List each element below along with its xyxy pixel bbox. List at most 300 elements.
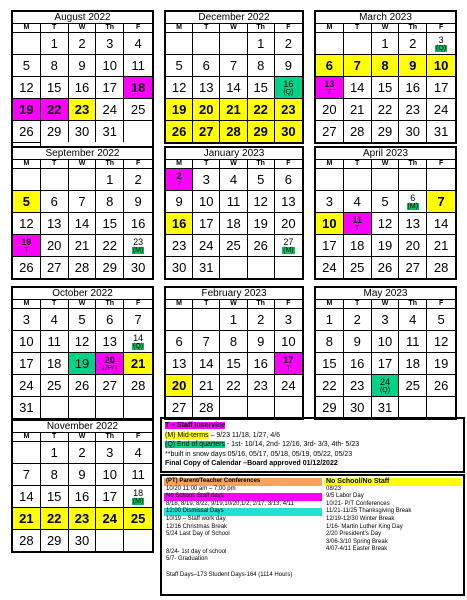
day-cell <box>344 190 372 212</box>
day-cell <box>275 256 302 278</box>
weekday-header <box>13 159 152 168</box>
day-cell <box>193 256 220 278</box>
day-cell <box>166 190 193 212</box>
day-cell <box>248 98 275 120</box>
weekday-label: M <box>13 300 41 308</box>
day-number: 6 <box>202 58 210 73</box>
dismissal-label: 12:00 Dismissal Days <box>164 508 322 516</box>
day-cell <box>13 190 41 212</box>
day-number: 24 <box>281 378 296 393</box>
day-cell <box>96 54 124 76</box>
month-nov <box>11 419 154 553</box>
weekday-label: T <box>193 24 220 32</box>
day-grid <box>166 308 302 418</box>
day-number: 20 <box>46 238 62 253</box>
day-number: 25 <box>405 378 421 393</box>
weekday-label: Th <box>96 160 124 168</box>
day-number: 16 <box>349 356 365 371</box>
day-number: 16 <box>405 80 421 95</box>
day-cell <box>248 396 275 418</box>
day-number: 25 <box>130 511 146 526</box>
day-cell <box>41 212 69 234</box>
day-cell <box>96 256 124 278</box>
day-cell <box>248 54 275 76</box>
day-cell <box>41 374 69 396</box>
day-cell <box>13 234 41 256</box>
month-title: February 2023 <box>201 288 267 299</box>
day-number: 27 <box>46 260 62 275</box>
weekday-label: M <box>316 24 344 32</box>
weekday-label: W <box>220 160 247 168</box>
day-number: 8 <box>50 467 58 482</box>
weekday-label: W <box>69 433 97 441</box>
day-cell <box>166 396 193 418</box>
day-number: 14 <box>199 356 214 371</box>
day-number: 8 <box>381 58 389 73</box>
day-number: 25 <box>130 102 146 117</box>
day-number: 30 <box>281 124 296 139</box>
day-cell <box>372 54 400 76</box>
day-number: 26 <box>433 378 449 393</box>
day-number: 27 <box>283 236 294 247</box>
day-annotation: (M) <box>132 246 144 254</box>
day-cell <box>13 120 41 142</box>
day-cell <box>96 234 124 256</box>
day-number: 9 <box>409 58 417 73</box>
day-number: 31 <box>433 124 449 139</box>
day-number: 20 <box>322 102 337 117</box>
day-cell <box>399 54 427 76</box>
day-number: 1 <box>50 445 58 460</box>
day-number: 7 <box>353 58 361 73</box>
day-cell <box>166 168 193 190</box>
day-cell <box>13 374 41 396</box>
day-cell <box>399 396 427 418</box>
day-cell <box>124 234 152 256</box>
day-cell <box>344 256 372 278</box>
day-cell <box>399 352 427 374</box>
day-number: 22 <box>46 511 62 526</box>
day-cell <box>13 463 41 485</box>
legend-approval: Final Copy of Calendar –Board approved 01/12/2022 <box>165 460 338 467</box>
day-grid <box>316 308 455 418</box>
day-number: 26 <box>171 124 187 139</box>
day-cell <box>399 168 427 190</box>
day-cell <box>69 352 97 374</box>
day-number: 10 <box>377 334 393 349</box>
day-cell <box>220 98 247 120</box>
legend-staff-inservice: T – Staff Inservice <box>165 422 225 429</box>
first-day: 8/24- 1st day of school <box>166 548 227 555</box>
month-may <box>314 286 457 420</box>
weekday-label: W <box>220 300 247 308</box>
day-number: 12 <box>253 194 268 209</box>
day-number: 5 <box>175 58 183 73</box>
day-cell <box>124 98 152 120</box>
day-number: 16 <box>283 78 294 89</box>
day-number: 27 <box>102 378 118 393</box>
day-cell <box>166 98 193 120</box>
day-cell <box>41 529 69 551</box>
day-number: 20 <box>104 354 115 365</box>
day-cell <box>41 54 69 76</box>
day-cell <box>124 352 152 374</box>
day-cell <box>316 330 344 352</box>
month-title: September 2022 <box>45 148 120 159</box>
day-cell <box>124 256 152 278</box>
day-number: 20 <box>199 102 214 117</box>
day-cell <box>427 330 455 352</box>
day-cell <box>248 32 275 54</box>
day-number: 6 <box>284 172 293 187</box>
day-cell <box>41 168 69 190</box>
day-number: 9 <box>78 58 86 73</box>
day-number: 23 <box>74 511 90 526</box>
day-cell <box>248 212 275 234</box>
day-cell <box>96 168 124 190</box>
day-annotation: (Q) <box>283 88 294 96</box>
day-cell <box>193 330 220 352</box>
day-cell <box>372 396 400 418</box>
staff-days-label: No School: Staff days <box>164 493 322 501</box>
month-feb <box>164 286 304 420</box>
day-cell <box>96 529 124 551</box>
day-number: 3 <box>106 36 114 51</box>
day-cell <box>344 54 372 76</box>
day-number: 3 <box>202 172 210 187</box>
day-cell <box>69 120 97 142</box>
day-number: 29 <box>322 400 337 415</box>
day-cell <box>372 190 400 212</box>
day-number: 22 <box>322 378 337 393</box>
day-cell <box>96 190 124 212</box>
day-grid <box>13 308 152 418</box>
weekday-label: T <box>41 24 69 32</box>
day-number: 5 <box>22 58 31 73</box>
pt-conferences-column <box>164 478 322 580</box>
day-number: 26 <box>253 238 268 253</box>
day-cell <box>248 330 275 352</box>
weekday-header <box>166 299 302 308</box>
day-cell <box>372 352 400 374</box>
day-number: 5 <box>257 172 265 187</box>
day-cell <box>166 308 193 330</box>
day-number: 16 <box>171 216 187 231</box>
day-cell <box>124 485 152 507</box>
day-cell <box>316 212 344 234</box>
day-cell <box>193 396 220 418</box>
day-number: 11 <box>47 334 61 349</box>
legend-end-quarters-dates: - 1st- 10/14, 2nd- 12/16, 3rd- 3/3, 4th- 5/23 <box>224 441 360 448</box>
day-cell <box>96 374 124 396</box>
day-cell <box>220 190 247 212</box>
day-number: 16 <box>74 80 90 95</box>
day-number: 13 <box>324 78 335 89</box>
day-cell <box>220 256 247 278</box>
day-number: 21 <box>433 238 449 253</box>
day-cell <box>344 308 372 330</box>
staff-days-total: Staff Days–173 Student Days-164 (1114 Hours) <box>166 571 293 578</box>
day-cell <box>166 374 193 396</box>
day-number: 3 <box>381 312 389 327</box>
dismissal-item: 12/16 Christmas Break <box>166 523 228 530</box>
day-cell <box>427 212 455 234</box>
day-number: 2 <box>78 36 86 51</box>
day-number: 4 <box>134 36 142 51</box>
day-cell <box>193 54 220 76</box>
weekday-label: F <box>438 24 444 31</box>
weekday-header <box>13 23 152 32</box>
day-cell <box>344 76 372 98</box>
day-cell <box>13 168 41 190</box>
day-number: 24 <box>433 102 449 117</box>
day-number: 18 <box>226 216 241 231</box>
day-cell <box>344 396 372 418</box>
day-number: 14 <box>74 216 90 231</box>
day-number: 3 <box>325 194 334 209</box>
day-number: 23 <box>171 238 187 253</box>
day-number: 15 <box>46 489 62 504</box>
day-cell <box>69 98 97 120</box>
day-cell <box>193 190 220 212</box>
day-number: 18 <box>405 356 421 371</box>
day-number: 29 <box>46 533 62 548</box>
day-cell <box>41 120 69 142</box>
day-number: 19 <box>21 236 32 247</box>
day-number: 18 <box>46 356 62 371</box>
day-number: 10 <box>199 194 214 209</box>
day-number: 7 <box>22 467 31 482</box>
weekday-label: Th <box>96 300 124 308</box>
no-school-header: No School/No Staff <box>324 478 462 486</box>
day-cell <box>96 507 124 529</box>
weekday-label: M <box>166 24 193 32</box>
day-cell <box>220 374 247 396</box>
day-cell <box>69 212 97 234</box>
day-number: 24 <box>102 511 118 526</box>
day-cell <box>96 441 124 463</box>
no-school-item: 9/5 Labor Day <box>326 493 364 500</box>
day-grid <box>316 168 455 278</box>
day-cell <box>344 212 372 234</box>
day-cell <box>427 352 455 374</box>
day-cell <box>399 190 427 212</box>
day-cell <box>427 168 455 190</box>
day-number: 7 <box>202 334 210 349</box>
day-number: 20 <box>281 216 296 231</box>
day-number: 6 <box>50 194 58 209</box>
day-number: 8 <box>50 58 58 73</box>
day-number: 6 <box>325 58 334 73</box>
day-number: 17 <box>19 356 34 371</box>
day-cell <box>69 374 97 396</box>
no-school-item: 1/16- Martin Luther King Day <box>326 523 403 530</box>
day-number: 4 <box>134 445 142 460</box>
day-cell <box>399 256 427 278</box>
day-cell <box>275 76 302 98</box>
day-cell <box>124 529 152 551</box>
day-cell <box>399 212 427 234</box>
weekday-label: M <box>13 24 41 32</box>
day-number: 22 <box>46 102 62 117</box>
day-number: 13 <box>102 334 118 349</box>
day-number: 31 <box>199 260 214 275</box>
day-cell <box>69 168 97 190</box>
day-number: 2 <box>409 36 417 51</box>
day-cell <box>13 76 41 98</box>
day-grid <box>166 168 302 278</box>
day-number: 15 <box>46 80 62 95</box>
notes-box <box>160 474 465 596</box>
day-cell <box>124 441 152 463</box>
day-cell <box>69 54 97 76</box>
weekday-header <box>166 159 302 168</box>
day-cell <box>124 463 152 485</box>
day-cell <box>96 120 124 142</box>
day-cell <box>316 76 344 98</box>
no-school-item: 08/23 <box>326 485 342 492</box>
day-cell <box>399 308 427 330</box>
month-jan <box>164 146 304 280</box>
month-aug <box>11 10 154 166</box>
day-cell <box>193 32 220 54</box>
day-number: 8 <box>106 194 114 209</box>
no-school-item: 10/21- P/T Conferences <box>326 500 390 507</box>
day-number: 31 <box>102 124 118 139</box>
month-title: April 2023 <box>362 148 409 159</box>
day-number: 11 <box>352 214 362 225</box>
day-cell <box>275 120 302 142</box>
day-cell <box>220 120 247 142</box>
day-cell <box>124 190 152 212</box>
day-number: 25 <box>349 260 365 275</box>
day-cell <box>372 212 400 234</box>
day-number: 16 <box>130 216 146 231</box>
day-number: 28 <box>349 124 365 139</box>
day-cell <box>316 234 344 256</box>
day-cell <box>166 120 193 142</box>
legend-midterms: (M) Mid-terms <box>165 431 209 439</box>
weekday-label: M <box>316 160 344 168</box>
pt-time: 10/20 11:00 am – 7:00 pm <box>166 485 236 492</box>
day-number: 12 <box>171 80 187 95</box>
day-cell <box>166 212 193 234</box>
day-cell <box>372 168 400 190</box>
day-cell <box>275 308 302 330</box>
day-number: 5 <box>22 194 31 209</box>
day-number: 19 <box>433 356 449 371</box>
weekday-label: M <box>316 300 344 308</box>
day-number: 28 <box>226 124 241 139</box>
month-oct <box>11 286 154 420</box>
day-cell <box>69 485 97 507</box>
day-number: 8 <box>325 334 334 349</box>
day-cell <box>96 308 124 330</box>
day-number: 17 <box>102 80 118 95</box>
legend-box <box>160 417 465 473</box>
day-cell <box>41 463 69 485</box>
day-number: 2 <box>353 312 361 327</box>
month-dec <box>164 10 304 144</box>
day-cell <box>344 352 372 374</box>
day-cell <box>344 168 372 190</box>
day-annotation: (M) <box>407 202 419 210</box>
day-number: 12 <box>19 216 34 231</box>
day-number: 1 <box>50 36 58 51</box>
day-number: 31 <box>19 400 34 415</box>
day-cell <box>13 441 41 463</box>
day-number: 30 <box>349 400 365 415</box>
day-annotation: 1/P/T <box>101 364 119 372</box>
day-annotation: (Q) <box>379 386 391 394</box>
day-cell <box>248 352 275 374</box>
day-cell <box>69 234 97 256</box>
day-number: 24 <box>19 378 34 393</box>
day-cell <box>427 396 455 418</box>
day-number: 24 <box>379 376 390 387</box>
day-cell <box>69 463 97 485</box>
day-cell <box>220 212 247 234</box>
day-number: 1 <box>229 312 238 327</box>
day-cell <box>372 98 400 120</box>
day-number: 23 <box>253 378 268 393</box>
day-number: 2 <box>78 445 86 460</box>
day-cell <box>69 507 97 529</box>
day-cell <box>316 98 344 120</box>
day-cell <box>193 234 220 256</box>
day-number: 16 <box>74 489 90 504</box>
day-number: 21 <box>226 102 241 117</box>
day-number: 11 <box>406 334 420 349</box>
day-cell <box>275 330 302 352</box>
day-number: 27 <box>171 400 187 415</box>
day-number: 7 <box>78 194 86 209</box>
day-number: 13 <box>171 356 187 371</box>
day-number: 27 <box>405 260 421 275</box>
day-cell <box>316 54 344 76</box>
day-cell <box>96 485 124 507</box>
dismissal-item: 5/24 Last Day of School <box>166 531 230 538</box>
day-cell <box>124 32 152 54</box>
day-number: 21 <box>130 356 146 371</box>
day-number: 20 <box>171 378 187 393</box>
day-cell <box>372 76 400 98</box>
day-cell <box>166 330 193 352</box>
day-number: 4 <box>353 194 361 209</box>
day-cell <box>13 529 41 551</box>
month-title: October 2022 <box>52 288 113 299</box>
day-number: 21 <box>19 511 34 526</box>
day-number: 23 <box>281 102 296 117</box>
day-number: 13 <box>281 194 296 209</box>
day-cell <box>248 168 275 190</box>
day-cell <box>69 190 97 212</box>
day-cell <box>275 374 302 396</box>
day-cell <box>248 374 275 396</box>
day-number: 10 <box>433 58 449 73</box>
day-number: 6 <box>106 312 114 327</box>
day-cell <box>275 54 302 76</box>
day-cell <box>41 76 69 98</box>
month-title: December 2022 <box>198 12 270 23</box>
dismissal-item: 10/19 – Staff work day <box>166 515 226 522</box>
day-number: 10 <box>102 467 118 482</box>
day-number: 26 <box>19 260 34 275</box>
day-cell <box>69 441 97 463</box>
day-cell <box>41 396 69 418</box>
day-cell <box>220 308 247 330</box>
day-cell <box>427 308 455 330</box>
